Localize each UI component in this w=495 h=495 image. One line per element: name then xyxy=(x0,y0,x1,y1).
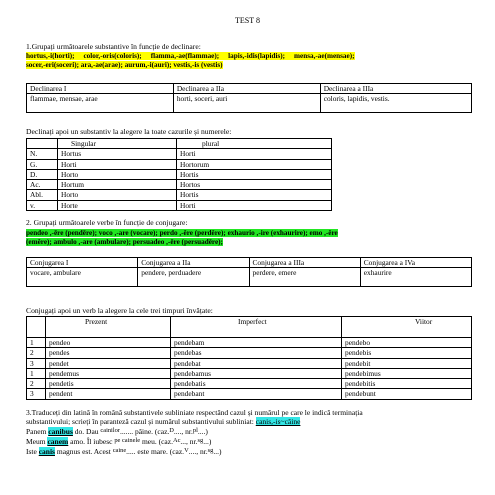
ex3-s2-answer[interactable]: pe cainele xyxy=(114,436,141,444)
person-header-empty xyxy=(27,317,46,338)
plural-header: plural xyxy=(177,139,332,149)
conjugation-header-4: Conjugarea a IVa xyxy=(360,258,471,268)
ex3-s2-case[interactable]: Ac xyxy=(172,436,181,444)
ex3-example: canis,-is~câine xyxy=(255,417,301,427)
singular-cell[interactable]: Horto xyxy=(58,169,177,179)
imperfect-cell[interactable]: pendebam xyxy=(171,338,342,348)
singular-cell[interactable]: Hortum xyxy=(58,180,177,190)
singular-cell[interactable]: Horte xyxy=(58,200,177,210)
plural-cell[interactable]: Horti xyxy=(177,200,332,210)
present-cell[interactable]: pendes xyxy=(46,348,171,358)
ex3-s1-answer[interactable]: cainilor xyxy=(100,426,120,434)
declension-answer-2[interactable]: horti, soceri, auri xyxy=(173,94,320,113)
ex1b-instruction: Declinați apoi un substantiv la alegere la toate cazurile și numerele: xyxy=(26,127,232,136)
present-header: Prezent xyxy=(46,317,171,338)
ex3-s2-number[interactable]: sg xyxy=(197,436,204,444)
singular-header: Singular xyxy=(58,139,177,149)
verb-tenses-table xyxy=(26,316,472,400)
ex3-instruction-line2: substantivului; scrieți în paranteză cazul și numărul substantivului subliniat: canis,-is~câine xyxy=(26,417,301,427)
ex3-s3-target-word: canis xyxy=(38,446,55,456)
conjugation-table xyxy=(26,257,472,287)
ex3-s1-case[interactable]: D xyxy=(169,426,174,434)
ex3-s3-number[interactable]: sg xyxy=(207,446,214,454)
imperfect-cell[interactable]: pendebamus xyxy=(171,368,342,378)
ex3-sentence-2: Meum canem amo. Îl iubesc pe cainele meu. (caz.Ac..., nr.sg...) xyxy=(26,436,212,446)
future-cell[interactable]: pendebitis xyxy=(342,379,472,389)
future-cell[interactable]: pendebo xyxy=(342,338,472,348)
ex3-instruction-line1: 3.Traduceți din latină în română substantivele subliniate respectând cazul și numărul pe care le indică terminația xyxy=(26,408,363,417)
ex3-s2-target-word: canem xyxy=(47,436,69,446)
ex1-instruction: 1.Grupați următoarele substantive în funcție de declinare: xyxy=(26,42,201,51)
plural-cell[interactable]: Horti xyxy=(177,149,332,159)
plural-cell[interactable]: Hortis xyxy=(177,169,332,179)
person-label: 3 xyxy=(27,389,46,399)
declension-table xyxy=(26,83,472,113)
imperfect-cell[interactable]: pendebant xyxy=(171,389,342,399)
ex2-word-list xyxy=(26,229,338,247)
person-label: 2 xyxy=(27,348,46,358)
conjugation-answer-2[interactable]: pendere, perduadere xyxy=(138,268,249,287)
conjugation-answer-3[interactable]: perdere, emere xyxy=(249,268,360,287)
ex1-word-list xyxy=(26,52,472,70)
plural-cell[interactable]: Hortorum xyxy=(177,159,332,169)
ex2-instruction: 2. Grupați următoarele verbe în funcție de conjugare: xyxy=(26,218,188,227)
declension-answer-1[interactable]: flammae, mensae, arae xyxy=(27,94,174,113)
future-cell[interactable]: pendebit xyxy=(342,358,472,368)
singular-cell[interactable]: Hortus xyxy=(58,149,177,159)
person-label: 2 xyxy=(27,379,46,389)
page-title: TEST 8 xyxy=(235,16,260,25)
singular-cell[interactable]: Horti xyxy=(58,159,177,169)
imperfect-header: Imperfect xyxy=(171,317,342,338)
case-label: Ac. xyxy=(27,180,58,190)
conjugation-answer-4[interactable]: exhaurire xyxy=(360,268,471,287)
ex3-s1-number[interactable]: pl xyxy=(192,426,198,434)
present-cell[interactable]: pendetis xyxy=(46,379,171,389)
future-cell[interactable]: pendebimus xyxy=(342,368,472,378)
imperfect-cell[interactable]: pendebas xyxy=(171,348,342,358)
person-label: 1 xyxy=(27,368,46,378)
imperfect-cell[interactable]: pendebat xyxy=(171,358,342,368)
plural-cell[interactable]: Hortis xyxy=(177,190,332,200)
ex3-s3-case[interactable]: V xyxy=(184,446,189,454)
ex1-words-line1: hortus,-i(horti); color,-oris(coloris); flamma,-ae(flammae); lapis,-idis(lapidis); mensa,-ae(mensae); xyxy=(26,52,355,60)
ex2-words-line2: (emĕre); ambulo ,-are (ambulare); persuadeo ,-ēre (persuadēre); xyxy=(26,238,223,246)
ex3-s3-answer[interactable]: caine xyxy=(112,446,127,454)
case-header-empty xyxy=(27,139,58,149)
case-label: G. xyxy=(27,159,58,169)
conjugation-answer-1[interactable]: vocare, ambulare xyxy=(27,268,138,287)
ex1-words-line2: socer,-eri(soceri); ara,-ae(arae); aurum,-i(auri); vestis,-is (vestis) xyxy=(26,61,223,69)
conjugation-header-2: Conjugarea a IIa xyxy=(138,258,249,268)
person-label: 1 xyxy=(27,338,46,348)
case-label: D. xyxy=(27,169,58,179)
future-cell[interactable]: pendebunt xyxy=(342,389,472,399)
conjugation-header-1: Conjugarea I xyxy=(27,258,138,268)
declension-header-3: Declinarea a IIIa xyxy=(320,84,471,94)
present-cell[interactable]: pendemus xyxy=(46,368,171,378)
imperfect-cell[interactable]: pendebatis xyxy=(171,379,342,389)
person-label: 3 xyxy=(27,358,46,368)
case-label: Abl. xyxy=(27,190,58,200)
ex2-words-line1: pendeo ,-ēre (pendēre); voco ,-are (vocare); perdo ,-ĕre (perdĕre); exhaurio ,-ire (exhaurire); emo ,-ĕre xyxy=(26,229,338,237)
present-cell[interactable]: pendeo xyxy=(46,338,171,348)
noun-declination-table xyxy=(26,138,332,211)
case-label: v. xyxy=(27,200,58,210)
declension-header-2: Declinarea a IIa xyxy=(173,84,320,94)
present-cell[interactable]: pendet xyxy=(46,358,171,368)
singular-cell[interactable]: Horto xyxy=(58,190,177,200)
declension-header-1: Declinarea I xyxy=(27,84,174,94)
future-header: Viitor xyxy=(342,317,472,338)
case-label: N. xyxy=(27,149,58,159)
conjugation-header-3: Conjugarea a IIIa xyxy=(249,258,360,268)
ex3-s1-target-word: canibus xyxy=(48,426,73,436)
ex3-sentence-3: Iste canis magnus est. Acest caine..... este mare. (caz.V...., nr.sg...) xyxy=(26,446,222,456)
declension-answer-3[interactable]: coloris, lapidis, vestis. xyxy=(320,94,471,113)
ex3-sentence-1: Panem canibus do. Dau cainilor....... pâine. (caz.D...., nr.pl....) xyxy=(26,426,208,436)
plural-cell[interactable]: Hortos xyxy=(177,180,332,190)
present-cell[interactable]: pendent xyxy=(46,389,171,399)
ex2b-instruction: Conjugați apoi un verb la alegere la cele trei timpuri învățate: xyxy=(26,306,213,315)
ex3-block xyxy=(26,408,476,457)
future-cell[interactable]: pendebis xyxy=(342,348,472,358)
